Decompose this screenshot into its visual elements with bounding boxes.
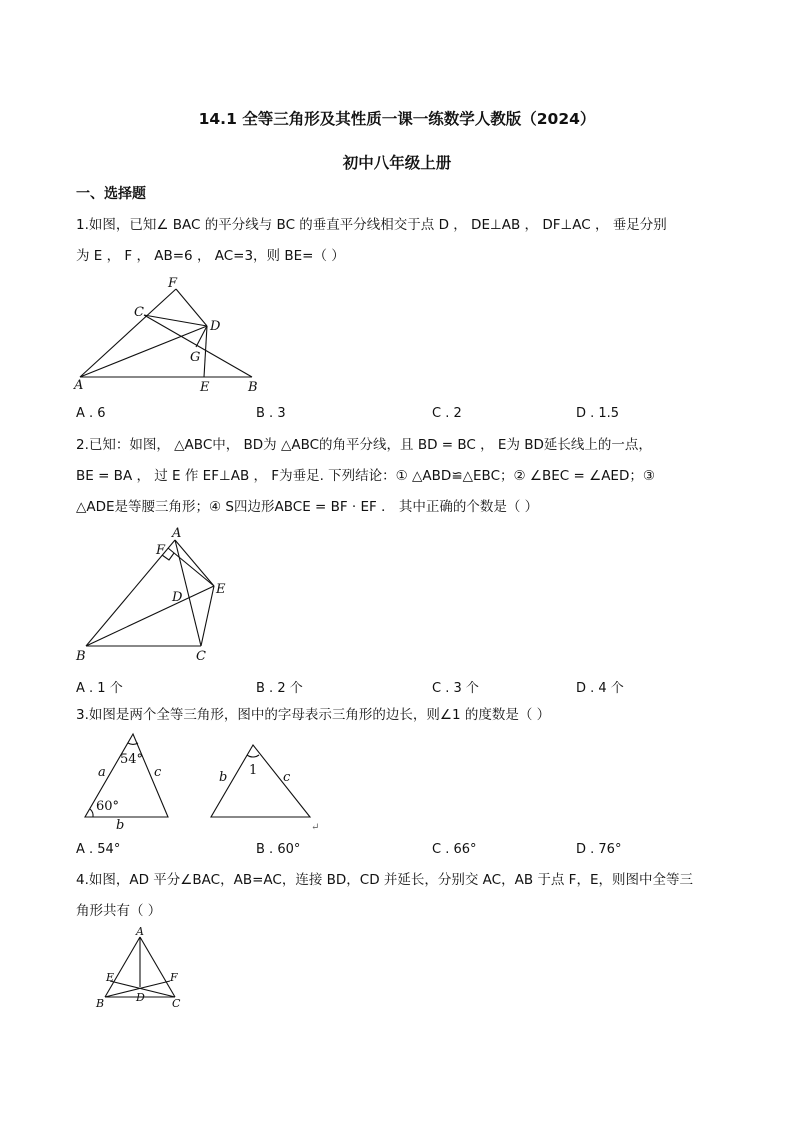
q1-label-G: G	[190, 350, 201, 365]
q2-label-D: D	[172, 590, 183, 605]
document-title: 14.1 全等三角形及其性质一课一练数学人教版（2024）	[198, 110, 596, 128]
q2-label-C: C	[196, 649, 206, 664]
q3-return-mark: ↵	[311, 822, 320, 833]
q4-label-C: C	[172, 997, 181, 1010]
q1-label-C: C	[134, 305, 144, 320]
q1-label-E: E	[200, 380, 210, 395]
q3-label-c2: c	[283, 770, 291, 785]
q3-left-top-angle-arc	[128, 743, 138, 744]
q1-option-d[interactable]: D . 1.5	[576, 406, 620, 421]
q4-label-E: E	[106, 971, 115, 984]
section-title: 一、选择题	[76, 186, 146, 202]
q3-right-top-angle-arc	[247, 755, 259, 757]
q3-label-1: 1	[249, 763, 258, 778]
q2-text-line3: △ADE是等腰三角形；④ S四边形ABCE = BF · EF ． 其中正确的个数是（ ）	[76, 499, 539, 515]
q3-option-a[interactable]: A . 54°	[76, 842, 121, 857]
q1-label-F: F	[168, 276, 178, 291]
q2-edge-FE	[168, 548, 214, 586]
q2-text-line2: BE = BA ， 过 E 作 EF⊥AB ， F为垂足. 下列结论：① △ABD≌△EBC；② ∠BEC = ∠AED；③	[76, 468, 655, 484]
q4-label-F: F	[170, 971, 178, 984]
q2-label-A: A	[172, 526, 182, 541]
q3-label-c: c	[154, 765, 162, 780]
q1-edge-GD	[196, 326, 207, 347]
q3-label-a: a	[98, 765, 106, 780]
q3-figure-left	[76, 728, 186, 833]
q3-option-b[interactable]: B . 60°	[256, 842, 301, 857]
q4-label-B: B	[96, 997, 105, 1010]
q2-label-F: F	[156, 543, 166, 558]
q2-option-d[interactable]: D . 4 个	[576, 681, 624, 696]
q1-label-D: D	[210, 319, 221, 334]
q2-edge-BE	[86, 586, 214, 646]
q3-label-60: 60°	[96, 799, 120, 814]
q3-option-d[interactable]: D . 76°	[576, 842, 622, 857]
q1-option-a[interactable]: A . 6	[76, 406, 106, 421]
q1-edge-AF	[80, 289, 176, 377]
q1-option-c[interactable]: C . 2	[432, 406, 462, 421]
q1-text-line2: 为 E ， F ， AB=6 ， AC=3，则 BE=（ ）	[76, 248, 345, 264]
q2-option-c[interactable]: C . 3 个	[432, 681, 479, 696]
q1-label-A: A	[74, 378, 84, 393]
q4-label-A: A	[136, 925, 144, 938]
q1-edge-AD	[80, 326, 207, 377]
q2-label-E: E	[216, 582, 226, 597]
q2-edge-EC	[201, 586, 214, 646]
q3-label-b: b	[116, 818, 125, 833]
q3-figure-right	[205, 735, 325, 835]
q3-text-line1: 3.如图是两个全等三角形，图中的字母表示三角形的边长，则∠1 的度数是（ ）	[76, 707, 551, 723]
q1-label-B: B	[248, 380, 258, 395]
q2-option-b[interactable]: B . 2 个	[256, 681, 303, 696]
q3-option-c[interactable]: C . 66°	[432, 842, 477, 857]
q4-edge-AC	[140, 937, 175, 997]
q1-option-b[interactable]: B . 3	[256, 406, 286, 421]
q1-figure	[70, 275, 270, 395]
q3-label-54: 54°	[120, 752, 144, 767]
q2-option-a[interactable]: A . 1 个	[76, 681, 123, 696]
q2-text-line1: 2.已知：如图， △ABC中， BD为 △ABC的角平分线，且 BD = BC ， E为 BD延长线上的一点，	[76, 437, 652, 453]
q4-figure	[90, 925, 190, 1015]
q4-text-line2: 角形共有（ ）	[76, 903, 162, 919]
q4-label-D: D	[136, 991, 145, 1004]
q3-label-b2: b	[219, 770, 228, 785]
q1-text-line1: 1.如图，已知∠ BAC 的平分线与 BC 的垂直平分线相交于点 D ， DE⊥AB ， DF⊥AC ， 垂足分别	[76, 217, 667, 233]
document-subtitle: 初中八年级上册	[342, 154, 452, 172]
q2-label-B: B	[76, 649, 86, 664]
q1-edge-FD	[176, 289, 207, 326]
q4-text-line1: 4.如图，AD 平分∠BAC，AB=AC，连接 BD，CD 并延长，分别交 AC，AB 于点 F，E，则图中全等三	[76, 872, 693, 888]
q2-figure	[70, 525, 250, 670]
q3-left-bottom-angle-arc	[90, 809, 93, 817]
q4-edge-AB	[105, 937, 140, 997]
